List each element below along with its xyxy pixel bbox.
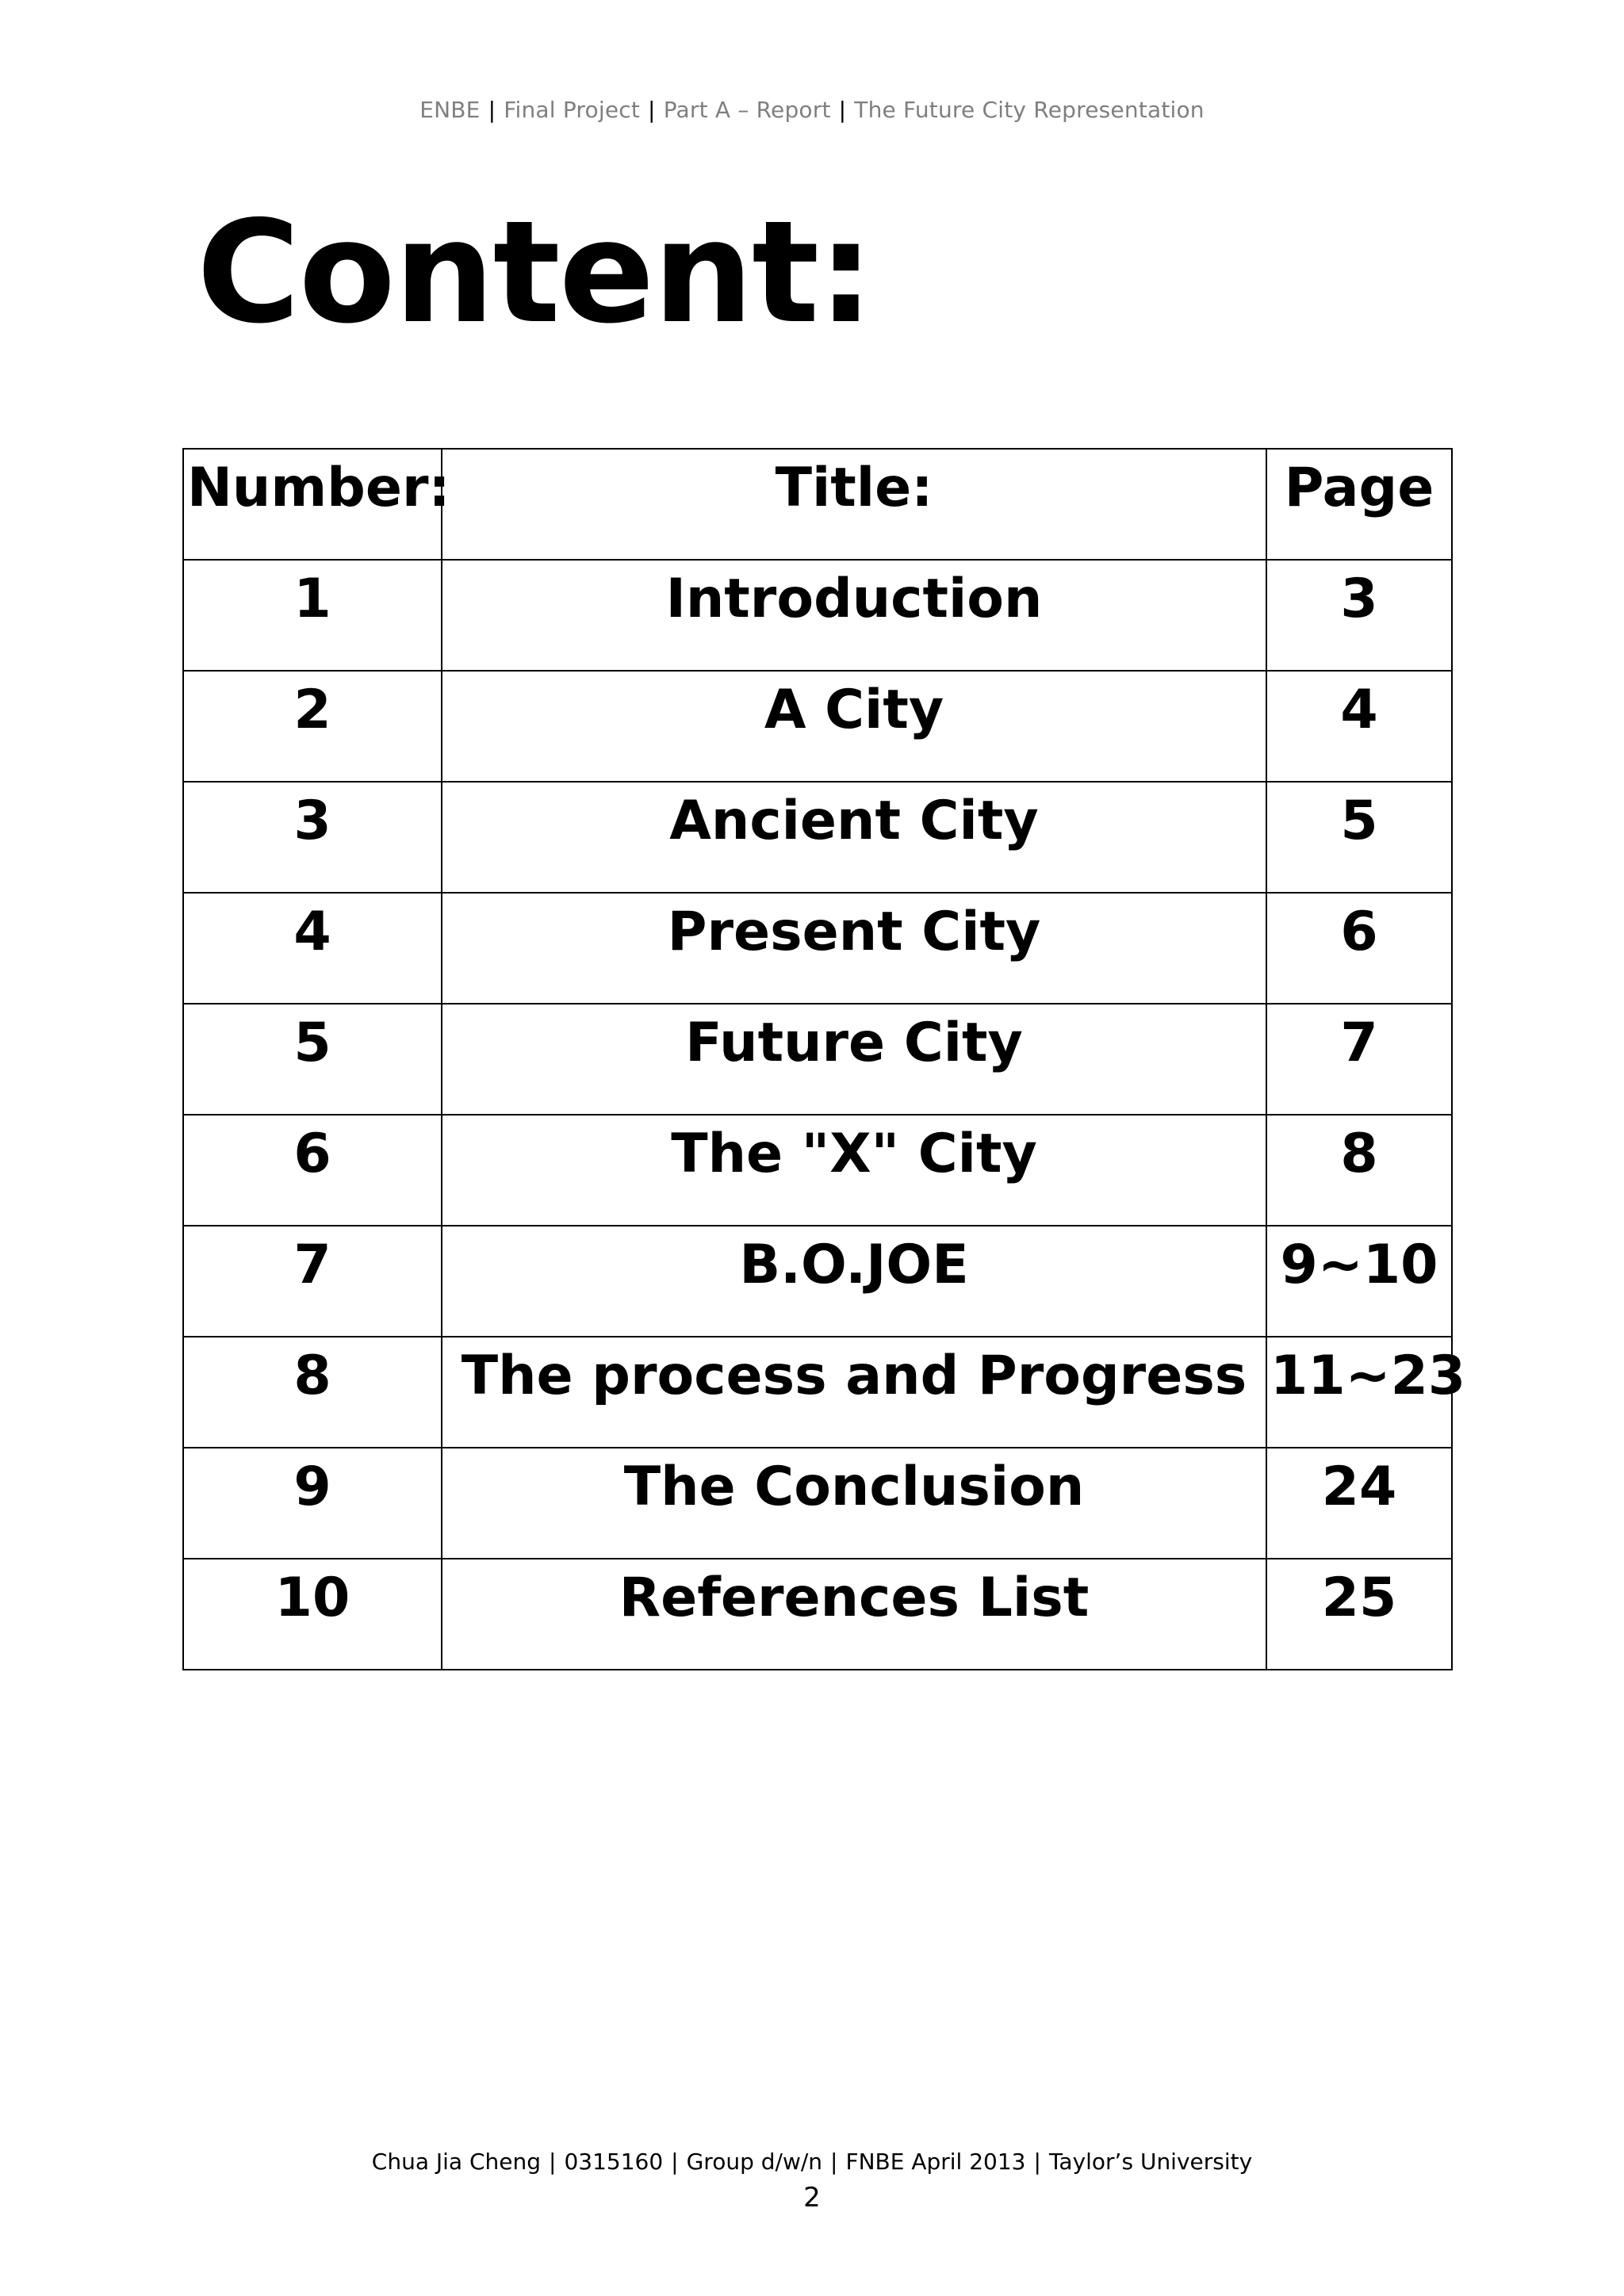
contents-table [182,448,1466,1670]
table-row [183,1559,1452,1670]
row-page: 8 [1266,1115,1452,1226]
row-number: 4 [183,893,442,1004]
table-row [183,560,1452,671]
footer-separator: | [830,2149,838,2175]
table-row [183,1448,1452,1559]
row-number: 9 [183,1448,442,1559]
table-row [183,893,1452,1004]
header-course: ENBE [419,97,481,123]
header-part: Part A – Report [663,97,831,123]
row-title: Future City [442,1004,1266,1115]
row-number: 7 [183,1226,442,1337]
row-page: 24 [1266,1448,1452,1559]
row-title: The "X" City [442,1115,1266,1226]
column-header-page: Page [1266,449,1452,560]
page-number: 2 [803,2182,821,2214]
row-title: Introduction [442,560,1266,671]
row-number: 10 [183,1559,442,1670]
row-page: 25 [1266,1559,1452,1670]
row-page: 7 [1266,1004,1452,1115]
running-footer [0,2149,1624,2175]
row-number: 1 [183,560,442,671]
header-separator: | [648,97,656,123]
row-page: 4 [1266,671,1452,782]
row-page: 11~23 [1266,1337,1452,1448]
column-header-number: Number: [183,449,442,560]
row-title: The Conclusion [442,1448,1266,1559]
row-number: 6 [183,1115,442,1226]
row-title: B.O.JOE [442,1226,1266,1337]
table-row [183,671,1452,782]
row-title: Present City [442,893,1266,1004]
table-row [183,782,1452,893]
page-title: Content: [197,190,873,354]
table-row [183,1337,1452,1448]
running-header [0,97,1624,123]
footer-group: Group d/w/n [686,2149,823,2175]
row-page: 9~10 [1266,1226,1452,1337]
table-row [183,1226,1452,1337]
row-number: 3 [183,782,442,893]
column-header-title: Title: [442,449,1266,560]
header-topic: The Future City Representation [854,97,1205,123]
row-title: The process and Progress [442,1337,1266,1448]
header-separator: | [488,97,496,123]
row-title: References List [442,1559,1266,1670]
row-page: 3 [1266,560,1452,671]
row-number: 2 [183,671,442,782]
table-row [183,1115,1452,1226]
footer-author: Chua Jia Cheng [371,2149,542,2175]
table-header-row [183,449,1452,560]
footer-university: Taylor’s University [1048,2149,1253,2175]
header-project: Final Project [504,97,641,123]
row-number: 5 [183,1004,442,1115]
footer-intake: FNBE April 2013 [845,2149,1026,2175]
footer-separator: | [549,2149,557,2175]
footer-separator: | [671,2149,679,2175]
header-separator: | [838,97,847,123]
row-page: 6 [1266,893,1452,1004]
row-title: A City [442,671,1266,782]
row-page: 5 [1266,782,1452,893]
table-row [183,1004,1452,1115]
row-number: 8 [183,1337,442,1448]
footer-separator: | [1033,2149,1041,2175]
footer-student-id: 0315160 [564,2149,664,2175]
row-title: Ancient City [442,782,1266,893]
